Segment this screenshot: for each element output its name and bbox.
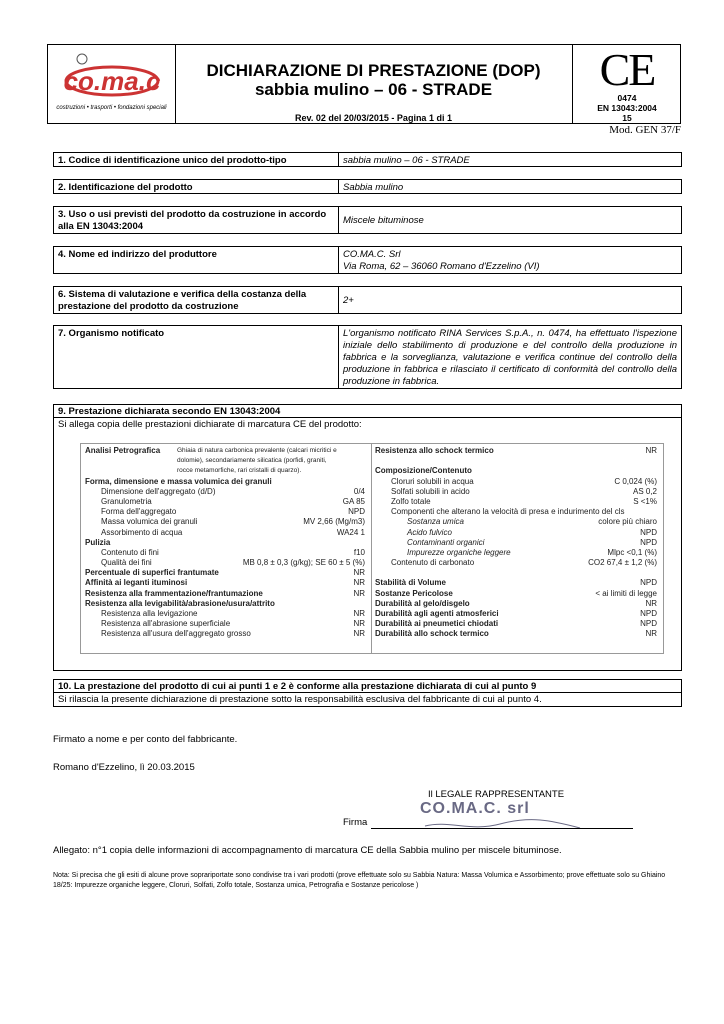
- spec-label: Percentuale di superfici frantumate: [85, 568, 219, 578]
- section-value-block: [338, 247, 681, 273]
- comac-logo-graphic: [48, 45, 175, 123]
- spec-value: 0/4: [353, 486, 365, 496]
- spec-value: NR: [353, 619, 365, 629]
- spec-row: [85, 548, 365, 558]
- section-label: 4. Nome ed indirizzo del produttore: [58, 249, 217, 260]
- mod-code: Mod. GEN 37/F: [609, 124, 681, 136]
- spec-value: S <1%: [633, 496, 657, 506]
- spec-value: WA24 1: [336, 527, 365, 537]
- spec-value: NR: [645, 598, 657, 608]
- spec-row: [85, 578, 365, 588]
- spec-label: Composizione/Contenuto: [375, 466, 472, 476]
- spec-label: Resistenza all'usura dell'aggregato grosso: [101, 629, 251, 639]
- spec-value: AS 0,2: [632, 486, 657, 496]
- spec-label: Resistenza alla levigazione: [101, 609, 198, 618]
- spec-value: CO2 67,4 ± 1,2 (%): [588, 558, 657, 568]
- spec-label: Acido fulvico: [407, 527, 452, 537]
- spec-row: [85, 619, 365, 629]
- spec-label: Granulometria: [101, 496, 152, 506]
- spec-row: [375, 568, 657, 578]
- spec-label: Forma, dimensione e massa volumica dei granuli: [85, 476, 272, 486]
- spec-row: [85, 466, 365, 476]
- spec-note: rocce metamorfiche, rari cristalli di quarzo).: [177, 467, 302, 475]
- signed-statement: Firmato a nome e per conto del fabbricante.: [53, 734, 238, 745]
- spec-row: [375, 599, 657, 609]
- ce-year: 15: [622, 113, 632, 123]
- spec-row: [375, 507, 657, 517]
- spec-row: [375, 446, 657, 456]
- spec-value: NPD: [640, 609, 657, 618]
- section-value: sabbia mulino – 06 - STRADE: [338, 153, 681, 166]
- signature-label: Firma: [343, 817, 368, 828]
- spec-value: MB 0,8 ± 0,3 (g/kg); SE 60 ± 5 (%): [242, 558, 365, 568]
- spec-label: Durabilità agli agenti atmosferici: [375, 609, 499, 618]
- spec-value: NPD: [640, 619, 657, 629]
- spec-row: [85, 487, 365, 497]
- section-value: Miscele bituminose: [338, 207, 681, 233]
- section-value: Sabbia mulino: [338, 180, 681, 193]
- place-date: Romano d'Ezzelino, lì 20.03.2015: [53, 762, 195, 773]
- spec-row: [375, 517, 657, 527]
- section-4: [53, 246, 682, 274]
- spec-label: Resistenza alla levigabilità/abrasione/usura/attrito: [85, 598, 275, 608]
- spec-row: [375, 558, 657, 568]
- signature-line: [371, 828, 633, 829]
- spec-row: [375, 477, 657, 487]
- spec-value: NPD: [348, 507, 365, 517]
- spec-row: [85, 599, 365, 609]
- spec-row: [85, 517, 365, 527]
- spec-value: NR: [353, 568, 365, 578]
- spec-label: Solfati solubili in acido: [391, 486, 470, 496]
- section-10-heading: 10. La prestazione del prodotto di cui ai punti 1 e 2 è conforme alla prestazione dichiarata di cui al punto 9: [54, 680, 681, 693]
- spec-row: [375, 487, 657, 497]
- spec-label: Resistenza all'abrasione superficiale: [101, 619, 231, 629]
- spec-value: f10: [353, 547, 365, 557]
- section-label: 6. Sistema di valutazione e verifica della costanza della prestazione del prodotto da costruzione: [58, 289, 307, 312]
- right-column: [375, 446, 657, 640]
- spec-label: Massa volumica dei granuli: [101, 517, 198, 527]
- spec-row: [85, 446, 365, 456]
- spec-row: [375, 497, 657, 507]
- producer-address: Via Roma, 62 – 36060 Romano d'Ezzelino (VI): [343, 261, 540, 272]
- spec-label: Contenuto di fini: [101, 547, 159, 557]
- section-label: 2. Identificazione del prodotto: [58, 182, 193, 193]
- spec-row: [375, 456, 657, 466]
- section-value: L'organismo notificato RINA Services S.p.A., n. 0474, ha effettuato l'ispezione iniziale dello stabilimento di produzione e del controllo della produzione in fabbrica e la sorveglianza, valutazione e verifica continue del controllo della produzione in fabbrica e rilasciato il certificato di conformità del controllo della produzione in fabbrica.: [338, 326, 681, 388]
- spec-value: Mlpc <0,1 (%): [607, 547, 657, 557]
- spec-row: [85, 507, 365, 517]
- revision-info: Rev. 02 del 20/03/2015 - Pagina 1 di 1: [295, 113, 452, 123]
- spec-value: MV 2,66 (Mg/m3): [303, 517, 365, 527]
- spec-value: colore più chiaro: [598, 517, 657, 527]
- producer-name: CO.MA.C. Srl: [343, 249, 401, 260]
- spec-value: < ai limiti di legge: [595, 588, 657, 598]
- table-divider: [371, 444, 372, 653]
- spec-label: Componenti che alterano la velocità di presa e indurimento del cls: [391, 507, 625, 517]
- ce-number: 0474: [617, 93, 637, 103]
- spec-label: Affinità ai leganti ituminosi: [85, 578, 188, 588]
- spec-row: [375, 629, 657, 639]
- title-block: [175, 45, 573, 123]
- section-9-sub: Si allega copia delle prestazioni dichiarate di marcatura CE del prodotto:: [58, 419, 362, 430]
- spec-label: Forma dell'aggregato: [101, 507, 177, 517]
- section-label: 1. Codice di identificazione unico del prodotto-tipo: [58, 155, 287, 166]
- spec-value: NR: [645, 446, 657, 455]
- spec-value: C 0,024 (%): [614, 476, 657, 486]
- spec-row: [85, 568, 365, 578]
- spec-row: [85, 456, 365, 466]
- spec-value: NPD: [640, 537, 657, 547]
- spec-row: [85, 609, 365, 619]
- spec-label: Cloruri solubili in acqua: [391, 476, 474, 486]
- spec-label: Durabilità al gelo/disgelo: [375, 598, 470, 608]
- spec-value: NPD: [640, 578, 657, 588]
- spec-label: Zolfo totale: [391, 496, 431, 506]
- section-6: [53, 286, 682, 314]
- spec-value: NR: [645, 629, 657, 639]
- spec-label: Resistenza alla frammentazione/frantumazione: [85, 588, 263, 598]
- spec-row: [375, 589, 657, 599]
- document-header: [47, 44, 681, 124]
- section-10: [53, 679, 682, 707]
- spec-label: Resistenza allo schock termico: [375, 446, 494, 455]
- spec-label: Contenuto di carbonato: [391, 558, 475, 568]
- spec-row: [375, 528, 657, 538]
- logo-wordmark: co.ma.c: [63, 66, 161, 96]
- ce-standard: EN 13043:2004: [597, 103, 657, 113]
- section-1: [53, 152, 682, 167]
- spec-value: NR: [353, 588, 365, 598]
- spec-row: [375, 609, 657, 619]
- spec-note: dolomie), secondariamente silicatica (porfidi, graniti,: [177, 457, 327, 465]
- section-7: [53, 325, 682, 389]
- spec-label: Durabilità ai pneumetici chiodati: [375, 619, 499, 629]
- signature-scribble: [420, 818, 590, 832]
- document-subtitle: sabbia mulino – 06 - STRADE: [254, 80, 493, 99]
- spec-row: [375, 578, 657, 588]
- section-value: 2+: [338, 287, 681, 313]
- spec-value: NR: [353, 629, 365, 639]
- spec-label: Analisi Petrografica: [85, 446, 161, 455]
- spec-row: [85, 558, 365, 568]
- spec-row: [85, 497, 365, 507]
- spec-row: [375, 619, 657, 629]
- ce-mark-icon: CE: [599, 44, 655, 95]
- spec-value: NPD: [640, 527, 657, 537]
- spec-label: Durabilità allo schock termico: [375, 629, 489, 639]
- spec-label: Impurezze organiche leggere: [407, 547, 511, 557]
- section-3: [53, 206, 682, 234]
- spec-label: Pulizia: [85, 537, 111, 547]
- section-label: 7. Organismo notificato: [58, 328, 165, 339]
- logo-tagline: costruzioni • trasporti • fondazioni speciali: [56, 105, 167, 111]
- spec-label: Qualità dei fini: [101, 558, 152, 568]
- spec-value: NR: [353, 609, 365, 618]
- spec-row: [375, 466, 657, 476]
- section-9-heading: 9. Prestazione dichiarata secondo EN 13043:2004: [54, 405, 681, 418]
- spec-label: Assorbimento di acqua: [101, 527, 183, 537]
- performance-table: [80, 443, 664, 654]
- document-title: DICHIARAZIONE DI PRESTAZIONE (DOP): [206, 61, 541, 80]
- section-label: 3. Uso o usi previsti del prodotto da costruzione in accordo alla EN 13043:2004: [58, 209, 327, 232]
- legal-representative: Il LEGALE RAPPRESENTANTE: [428, 789, 565, 800]
- spec-note: Ghiaia di natura carbonica prevalente (calcari micritici e: [177, 447, 337, 454]
- spec-row: [85, 629, 365, 639]
- spec-label: Stabilità di Volume: [375, 578, 446, 588]
- spec-label: Sostanza umica: [407, 517, 464, 527]
- spec-row: [85, 589, 365, 599]
- left-column: [85, 446, 365, 640]
- footnote: Nota: Si precisa che gli esiti di alcune prove soprariportate sono condivise tra i vari prodotti (prove effettuate solo su Sabbia Natura: Massa Volumica e Assorbimento; prove effettuate solo su Ghiaino 18/25: Impurezze organiche leggere, Cloruri, Solfati, Zolfo totale, Sostanza umica, Petrografia e Sostanze pericolose ): [53, 872, 666, 889]
- spec-value: NR: [353, 578, 365, 588]
- attachment-note: Allegato: n°1 copia delle informazioni di accompagnamento di marcatura CE della Sabbia mulino per miscele bituminose.: [53, 845, 562, 856]
- spec-label: Dimensione dell'aggregato (d/D): [101, 486, 216, 496]
- spec-value: GA 85: [342, 496, 365, 506]
- section-10-sub: Si rilascia la presente dichiarazione di prestazione sotto la responsabilità esclusiva del fabbricante di cui al punto 4.: [58, 694, 542, 705]
- section-2: [53, 179, 682, 194]
- spec-row: [85, 528, 365, 538]
- stamp-text: CO.MA.C. srl: [420, 800, 530, 817]
- spec-row: [375, 538, 657, 548]
- ce-block: [573, 45, 681, 123]
- spec-row: [85, 538, 365, 548]
- spec-row: [375, 548, 657, 558]
- spec-label: Contaminanti organici: [407, 537, 485, 547]
- spec-row: [85, 477, 365, 487]
- company-logo: [48, 45, 176, 123]
- spec-label: Sostanze Pericolose: [375, 588, 453, 598]
